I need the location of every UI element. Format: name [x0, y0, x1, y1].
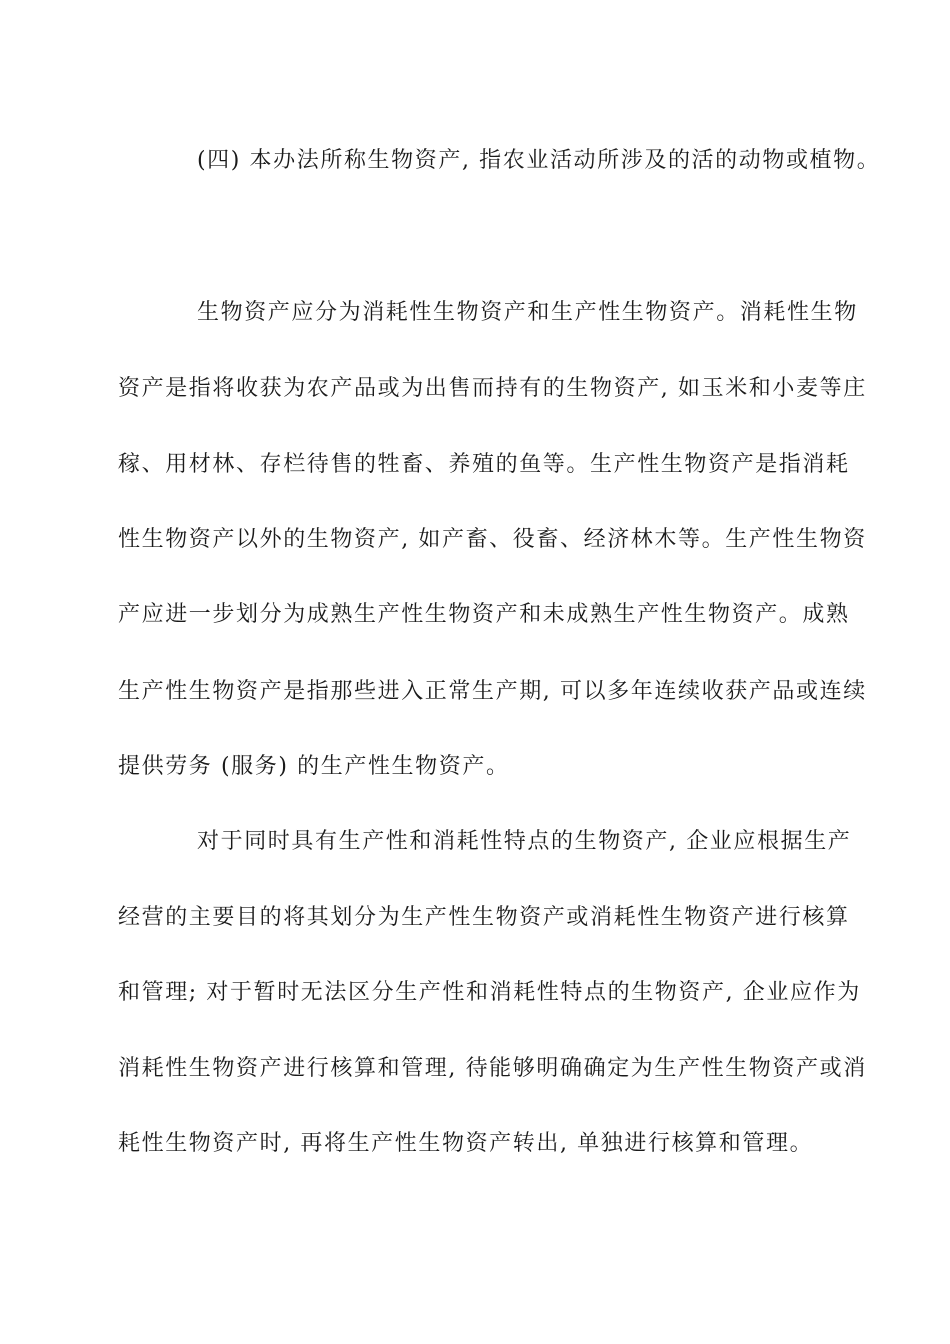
paragraph-line: 耗性生物资产时, 再将生产性生物资产转出, 单独进行核算和管理。 — [118, 1131, 814, 1156]
paragraph-line: 资产是指将收获为农产品或为出售而持有的生物资产, 如玉米和小麦等庄 — [118, 376, 867, 401]
paragraph-line: 消耗性生物资产进行核算和管理, 待能够明确确定为生产性生物资产或消 — [118, 1056, 867, 1081]
paragraph-line: 和管理; 对于暂时无法区分生产性和消耗性特点的生物资产, 企业应作为 — [118, 980, 861, 1005]
paragraph-line: 产应进一步划分为成熟生产性生物资产和未成熟生产性生物资产。成熟 — [118, 602, 850, 627]
paragraph-line: 经营的主要目的将其划分为生产性生物资产或消耗性生物资产进行核算 — [118, 905, 850, 930]
paragraph-line: 对于同时具有生产性和消耗性特点的生物资产, 企业应根据生产 — [197, 829, 852, 854]
paragraph-line: 生产性生物资产是指那些进入正常生产期, 可以多年连续收获产品或连续 — [118, 679, 867, 704]
paragraph-line: (四) 本办法所称生物资产, 指农业活动所涉及的活的动物或植物。 — [197, 148, 881, 173]
paragraph-line: 稼、用材林、存栏待售的牲畜、养殖的鱼等。生产性生物资产是指消耗 — [118, 452, 850, 477]
paragraph-line: 提供劳务 (服务) 的生产性生物资产。 — [118, 754, 510, 779]
paragraph-line: 生物资产应分为消耗性生物资产和生产性生物资产。消耗性生物 — [197, 300, 858, 325]
paragraph-line: 性生物资产以外的生物资产, 如产畜、役畜、经济林木等。生产性生物资 — [118, 527, 867, 552]
